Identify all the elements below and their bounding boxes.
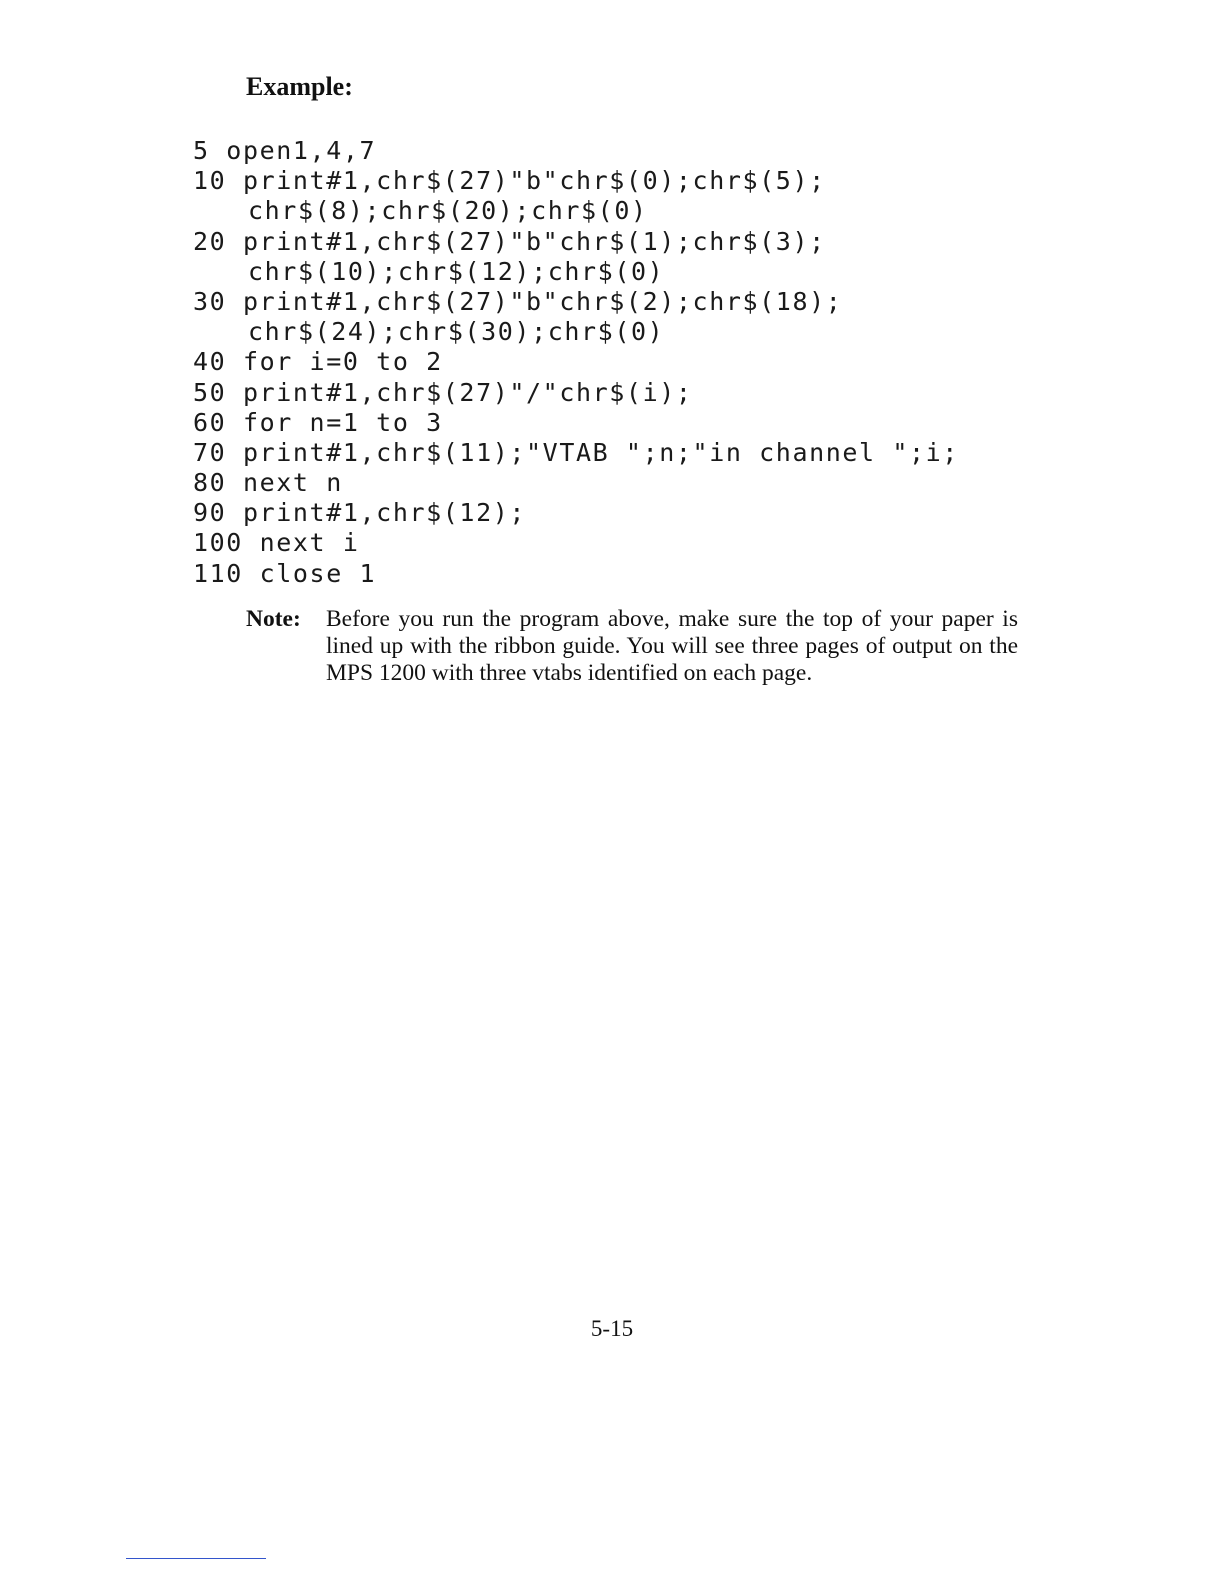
code-line: chr$(10);chr$(12);chr$(0) [248, 256, 665, 286]
code-line: 5 open1,4,7 [193, 136, 377, 165]
code-line: 10 print#1,chr$(27)"b"chr$(0);chr$(5); [193, 166, 826, 196]
note-block [246, 606, 1018, 687]
example-heading: Example: [246, 72, 353, 101]
code-line: 30 print#1,chr$(27)"b"chr$(2);chr$(18); [193, 286, 843, 316]
code-line: 90 print#1,chr$(12); [193, 498, 527, 528]
footer-rule [126, 1558, 266, 1559]
code-listing [193, 136, 959, 589]
note-text: Before you run the program above, make sure the top of your paper is lined up with the ribbon guide. You will see three pages of output on the MPS 1200 with three vtabs identified on each page. [326, 606, 1018, 686]
code-line: 40 for i=0 to 2 [193, 347, 443, 377]
code-line: chr$(8);chr$(20);chr$(0) [248, 196, 648, 226]
code-line: 60 for n=1 to 3 [193, 407, 443, 437]
page-number: 5-15 [590, 1316, 634, 1341]
code-line: chr$(24);chr$(30);chr$(0) [248, 317, 665, 347]
code-line: 80 next n [193, 468, 343, 498]
code-line: 100 next i [193, 528, 360, 558]
code-line: 110 close 1 [193, 558, 377, 588]
note-label: Note: [246, 606, 301, 632]
code-line: 70 print#1,chr$(11);"VTAB ";n;"in channel ";i; [193, 437, 959, 467]
code-line: 20 print#1,chr$(27)"b"chr$(1);chr$(3); [193, 226, 826, 256]
code-line: 50 print#1,chr$(27)"/"chr$(i); [193, 377, 693, 407]
